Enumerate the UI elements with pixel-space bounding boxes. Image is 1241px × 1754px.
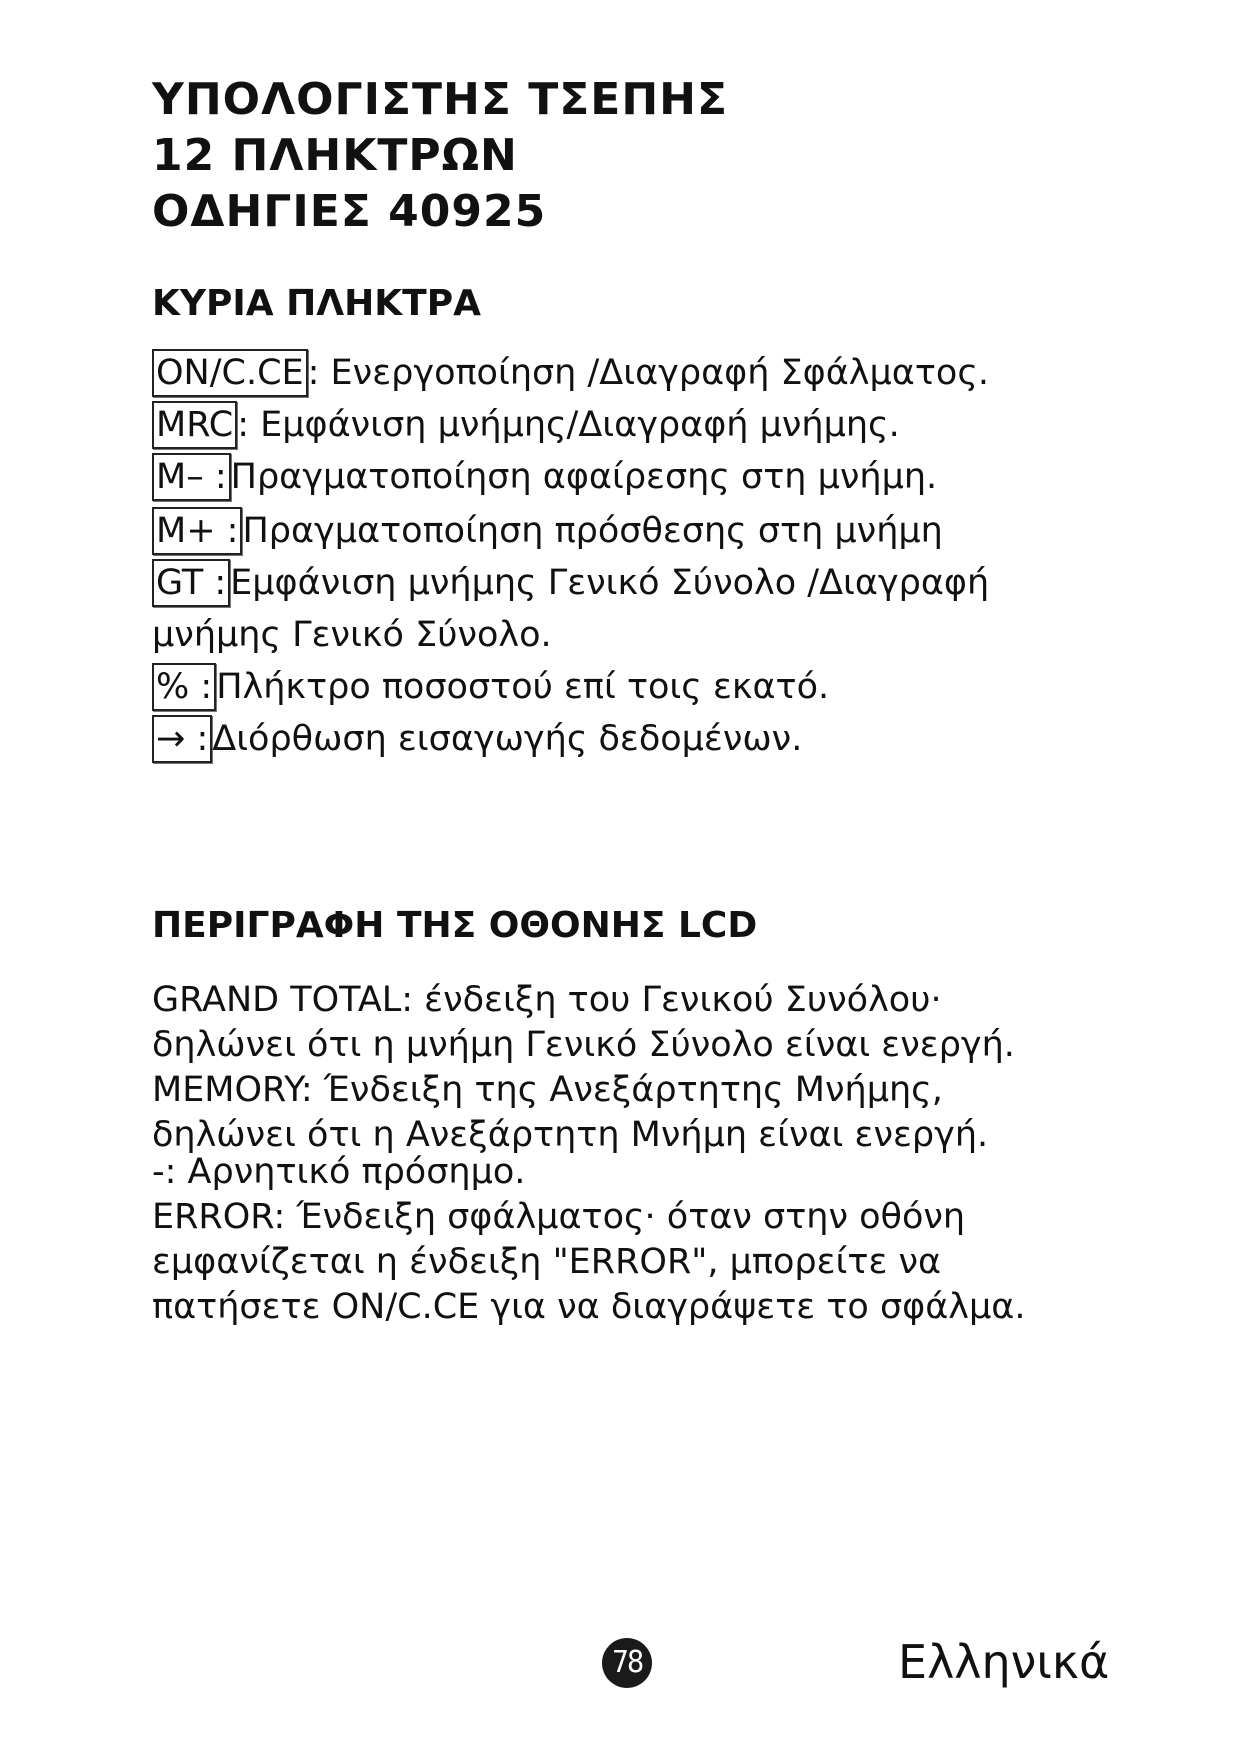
- lcd-line: GRAND TOTAL: ένδειξη του Γενικού Συνόλου·: [152, 980, 942, 1020]
- key-description: Εμφάνιση μνήμης Γενικό Σύνολο /Διαγραφή: [230, 563, 990, 603]
- lcd-line: δηλώνει ότι η μνήμη Γενικό Σύνολο είναι ενεργή.: [152, 1025, 1015, 1065]
- page-number-badge: 78: [602, 1638, 652, 1688]
- key-box: M– :: [152, 453, 231, 501]
- lcd-line: MEMORY: Ένδειξη της Ανεξάρτητης Μνήμης,: [152, 1070, 943, 1110]
- key-description: Πλήκτρο ποσοστού επί τοις εκατό.: [216, 667, 830, 707]
- document-title: [152, 72, 728, 240]
- key-row-gt-continuation: [152, 609, 1112, 661]
- lcd-line: δηλώνει ότι η Ανεξάρτητη Μνήμη είναι ενεργή.: [152, 1115, 989, 1155]
- main-keys-heading: ΚΥΡΙΑ ΠΛΗΚΤΡΑ: [152, 283, 481, 324]
- key-row-arrow: [152, 713, 1112, 765]
- title-line-2: 12 ΠΛΗΚΤΡΩΝ: [152, 130, 518, 181]
- key-description-continuation: μνήμης Γενικό Σύνολο.: [152, 615, 552, 655]
- main-keys-list: [152, 347, 1112, 765]
- language-label: Ελληνικά: [898, 1635, 1110, 1689]
- key-row-gt: [152, 557, 1112, 609]
- lcd-line: -: Αρνητικό πρόσημο.: [152, 1152, 526, 1192]
- title-line-1: ΥΠΟΛΟΓΙΣΤΗΣ ΤΣΕΠΗΣ: [152, 74, 729, 125]
- lcd-description: [152, 978, 1132, 1330]
- key-row-on-c-ce: [152, 347, 1112, 399]
- key-box: GT :: [152, 559, 230, 607]
- key-description: Πραγματοποίηση πρόσθεσης στη μνήμη: [242, 511, 943, 551]
- key-description: Διόρθωση εισαγωγής δεδομένων.: [212, 719, 803, 759]
- lcd-line: εμφανίζεται η ένδειξη "ERROR", μπορείτε να: [152, 1242, 942, 1282]
- lcd-line: πατήσετε ON/C.CE για να διαγράψετε το σφάλμα.: [152, 1287, 1026, 1327]
- lcd-line: ERROR: Ένδειξη σφάλματος· όταν στην οθόνη: [152, 1197, 966, 1237]
- key-row-mrc: [152, 399, 1112, 451]
- key-box: → :: [152, 715, 212, 763]
- key-box: MRC: [152, 401, 237, 449]
- key-box: M+ :: [152, 507, 242, 555]
- key-description: : Εμφάνιση μνήμης/Διαγραφή μνήμης.: [237, 405, 900, 445]
- title-line-3: ΟΔΗΓΙΕΣ 40925: [152, 186, 547, 237]
- key-row-m-plus: [152, 505, 1112, 557]
- key-description: Πραγματοποίηση αφαίρεσης στη μνήμη.: [230, 457, 938, 497]
- key-row-m-minus: [152, 451, 1112, 503]
- key-description: : Ενεργοποίηση /Διαγραφή Σφάλματος.: [307, 353, 990, 393]
- key-box: ON/C.CE: [152, 349, 308, 397]
- key-box: % :: [152, 663, 216, 711]
- lcd-heading: ΠΕΡΙΓΡΑΦΗ ΤΗΣ ΟΘΟΝΗΣ LCD: [152, 905, 758, 946]
- key-row-percent: [152, 661, 1112, 713]
